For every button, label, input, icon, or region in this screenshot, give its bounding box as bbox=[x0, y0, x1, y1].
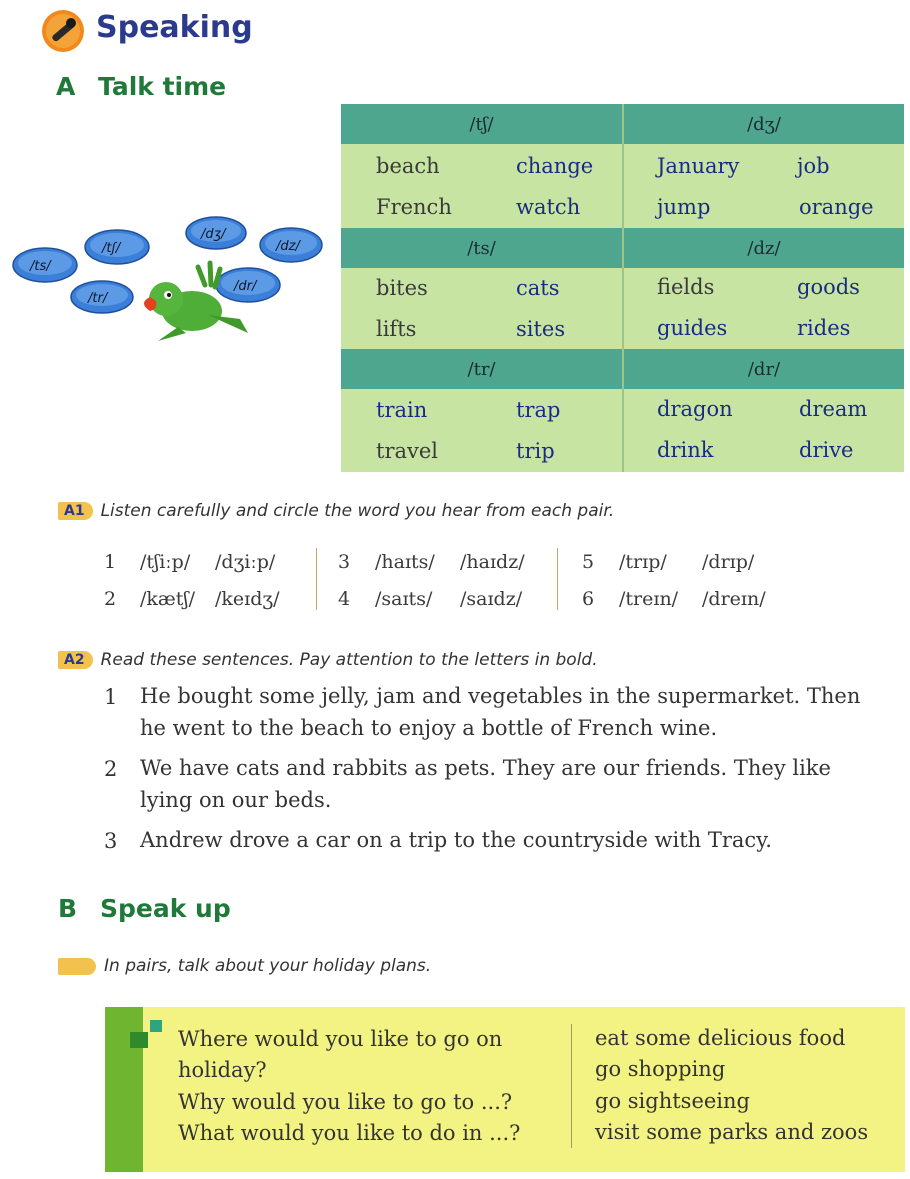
sound-header: /tʃ/ bbox=[341, 104, 622, 144]
a1-instruction: Listen carefully and circle the word you hear from each pair. bbox=[100, 501, 615, 521]
activity-badge bbox=[58, 958, 96, 975]
sentence-line: lying on our beds. bbox=[140, 788, 332, 812]
bubble-label: /ts/ bbox=[30, 259, 51, 274]
question-line: holiday? bbox=[178, 1058, 267, 1082]
word: orange bbox=[799, 195, 874, 219]
sound-header: /dʒ/ bbox=[624, 104, 904, 144]
pair-word: /kætʃ/ bbox=[140, 588, 195, 610]
pair-number: 5 bbox=[582, 551, 595, 573]
question-line: What would you like to do in ...? bbox=[178, 1121, 521, 1145]
b-instruction: In pairs, talk about your holiday plans. bbox=[104, 956, 432, 976]
phrase-box-divider bbox=[571, 1024, 572, 1148]
sentence-line: he went to the beach to enjoy a bottle of French wine. bbox=[140, 716, 718, 740]
speech-bubble bbox=[216, 268, 280, 302]
a2-badge: A2 bbox=[58, 651, 93, 669]
sound-header: /ts/ bbox=[341, 228, 622, 268]
speech-bubble bbox=[13, 248, 77, 282]
word: drive bbox=[799, 438, 854, 462]
a2-instruction-row bbox=[58, 650, 598, 670]
speech-bubble bbox=[85, 230, 149, 264]
bird-illustration bbox=[8, 215, 328, 350]
word: travel bbox=[376, 439, 439, 463]
sentence-line: Andrew drove a car on a trip to the countryside with Tracy. bbox=[140, 828, 772, 852]
a1-badge: A1 bbox=[58, 502, 93, 520]
a1-instruction-row bbox=[58, 501, 614, 521]
pair-word: /tʃiːp/ bbox=[140, 551, 191, 573]
pair-word: /keɪdʒ/ bbox=[215, 588, 280, 610]
pair-number: 6 bbox=[582, 588, 595, 610]
sentence-number: 3 bbox=[104, 829, 118, 853]
word: watch bbox=[516, 195, 581, 219]
activity-line: go sightseeing bbox=[595, 1089, 750, 1113]
speech-bubble bbox=[71, 281, 133, 313]
pair-word: /saɪts/ bbox=[375, 588, 433, 610]
bubble-label: /dr/ bbox=[234, 279, 257, 294]
sentence-number: 2 bbox=[104, 757, 118, 781]
word: train bbox=[376, 398, 428, 422]
sound-header: /dz/ bbox=[624, 228, 904, 268]
word: goods bbox=[797, 275, 860, 299]
word: lifts bbox=[376, 317, 417, 341]
sound-header: /tr/ bbox=[341, 349, 622, 389]
bubble-label: /dz/ bbox=[276, 239, 300, 254]
column-divider bbox=[557, 548, 558, 610]
pair-word: /haɪts/ bbox=[375, 551, 435, 573]
bubble-label: /dʒ/ bbox=[201, 227, 226, 242]
word: drink bbox=[657, 438, 714, 462]
pair-number: 4 bbox=[338, 588, 351, 610]
activity-line: eat some delicious food bbox=[595, 1026, 846, 1050]
word: French bbox=[376, 195, 452, 219]
question-line: Where would you like to go on bbox=[178, 1027, 503, 1051]
b-instruction-row bbox=[58, 956, 431, 976]
squares-icon bbox=[124, 1018, 168, 1050]
column-divider bbox=[316, 548, 317, 610]
pair-word: /dreɪn/ bbox=[702, 588, 766, 610]
section-a-letter: A bbox=[56, 72, 76, 101]
word: change bbox=[516, 154, 594, 178]
word: cats bbox=[516, 276, 560, 300]
word: rides bbox=[797, 316, 851, 340]
word: dream bbox=[799, 397, 868, 421]
activity-line: visit some parks and zoos bbox=[595, 1120, 869, 1144]
pair-word: /haɪdz/ bbox=[460, 551, 525, 573]
word: job bbox=[797, 154, 830, 178]
sound-header: /dr/ bbox=[624, 349, 904, 389]
a2-instruction: Read these sentences. Pay attention to the letters in bold. bbox=[100, 650, 598, 670]
pair-word: /dʒiːp/ bbox=[215, 551, 276, 573]
page-title: Speaking bbox=[96, 10, 253, 45]
word: January bbox=[657, 154, 740, 178]
table-divider bbox=[622, 104, 624, 472]
word: bites bbox=[376, 276, 428, 300]
bubble-label: /tr/ bbox=[88, 291, 108, 306]
pair-word: /trɪp/ bbox=[619, 551, 667, 573]
word: fields bbox=[657, 275, 715, 299]
pair-word: /drɪp/ bbox=[702, 551, 755, 573]
pair-number: 3 bbox=[338, 551, 351, 573]
speech-bubble bbox=[260, 228, 322, 262]
sound-table bbox=[341, 104, 904, 472]
pair-word: /treɪn/ bbox=[619, 588, 679, 610]
pair-number: 1 bbox=[104, 551, 117, 573]
pair-number: 2 bbox=[104, 588, 117, 610]
word: sites bbox=[516, 317, 566, 341]
question-line: Why would you like to go to ...? bbox=[178, 1090, 513, 1114]
sentence-line: We have cats and rabbits as pets. They are our friends. They like bbox=[140, 756, 831, 780]
speech-bubble bbox=[186, 217, 246, 249]
microphone-icon bbox=[40, 8, 86, 54]
section-a-title: Talk time bbox=[98, 72, 227, 101]
word: dragon bbox=[657, 397, 733, 421]
pair-word: /saɪdz/ bbox=[460, 588, 523, 610]
activity-line: go shopping bbox=[595, 1057, 726, 1081]
word: trip bbox=[516, 439, 555, 463]
sentence-number: 1 bbox=[104, 685, 118, 709]
word: trap bbox=[516, 398, 561, 422]
word: beach bbox=[376, 154, 440, 178]
word: guides bbox=[657, 316, 728, 340]
section-b-letter: B bbox=[58, 894, 78, 923]
bubble-label: /tʃ/ bbox=[102, 241, 121, 256]
word: jump bbox=[657, 195, 711, 219]
section-b-title: Speak up bbox=[100, 894, 231, 923]
sentence-line: He bought some jelly, jam and vegetables in the supermarket. Then bbox=[140, 684, 861, 708]
